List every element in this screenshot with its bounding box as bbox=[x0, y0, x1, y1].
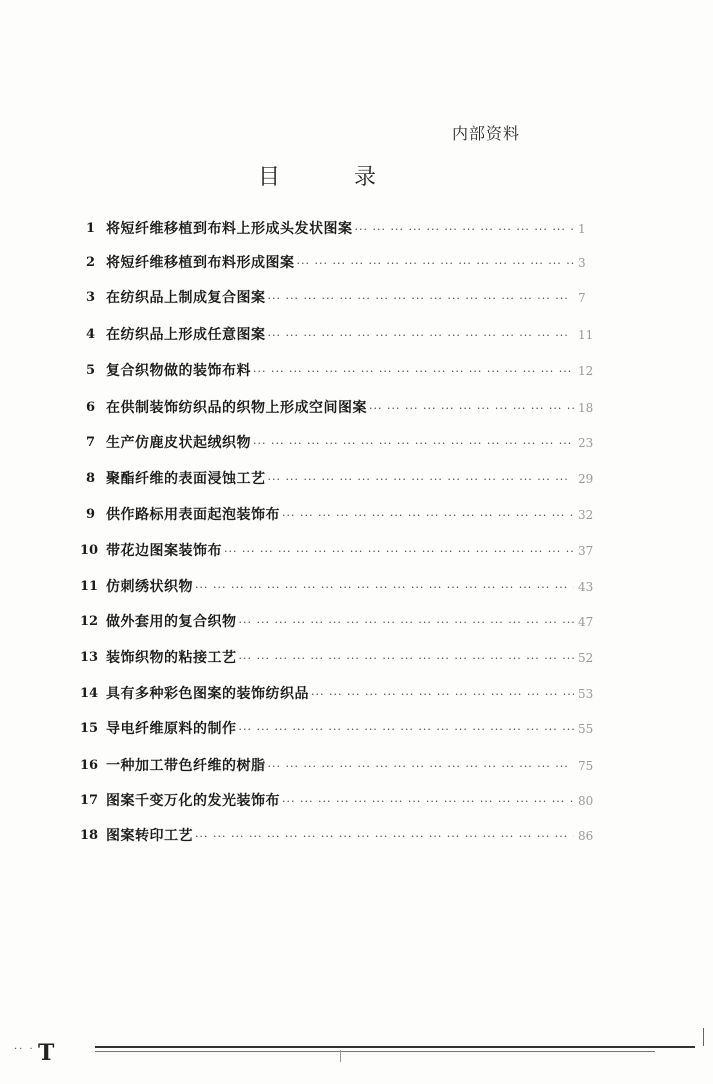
toc-entry-15[interactable] bbox=[80, 716, 600, 742]
toc-entry-title: 仿刺绣状织物 bbox=[106, 579, 193, 595]
toc-entry-title: 复合织物做的装饰布料 bbox=[106, 363, 251, 379]
toc-entry-page: 3 bbox=[578, 256, 586, 270]
toc-entry-page: 43 bbox=[578, 580, 594, 594]
toc-entry-page: 18 bbox=[578, 401, 594, 415]
toc-entry-number: 16 bbox=[80, 758, 99, 773]
toc-leader-dots bbox=[195, 823, 574, 849]
toc-entry-4[interactable] bbox=[80, 322, 600, 348]
toc-entry-5[interactable] bbox=[80, 358, 600, 384]
toc-entry-17[interactable] bbox=[80, 788, 600, 814]
toc-leader-dots bbox=[268, 322, 575, 348]
toc-entry-number: 18 bbox=[80, 828, 99, 843]
toc-entry-title: 图案千变万化的发光装饰布 bbox=[106, 793, 280, 809]
edge-tick-mark bbox=[703, 1028, 704, 1046]
toc-entry-page: 7 bbox=[578, 291, 586, 305]
toc-entry-12[interactable] bbox=[80, 609, 600, 635]
toc-entry-number: 12 bbox=[80, 614, 99, 629]
toc-entry-title: 装饰织物的粘接工艺 bbox=[106, 650, 237, 666]
toc-entry-number: 10 bbox=[80, 543, 99, 558]
title-char-2: 录 bbox=[354, 165, 377, 190]
title-char-1: 目 bbox=[258, 165, 281, 190]
toc-entry-number: 17 bbox=[80, 793, 99, 808]
toc-entry-title: 在供制装饰纺织品的织物上形成空间图案 bbox=[106, 400, 367, 416]
toc-entry-7[interactable] bbox=[80, 430, 600, 456]
toc-leader-dots bbox=[268, 753, 575, 779]
toc-entry-title: 聚酯纤维的表面浸蚀工艺 bbox=[106, 471, 266, 487]
toc-entry-title: 在纺织品上制成复合图案 bbox=[106, 290, 266, 306]
toc-entry-title: 图案转印工艺 bbox=[106, 828, 193, 844]
toc-leader-dots bbox=[239, 609, 575, 635]
toc-leader-dots bbox=[297, 250, 575, 276]
toc-leader-dots bbox=[253, 358, 574, 384]
toc-entry-page: 80 bbox=[578, 794, 594, 808]
toc-entry-number: 5 bbox=[86, 363, 96, 378]
toc-leader-dots bbox=[282, 502, 574, 528]
internal-material-stamp: 内部资料 bbox=[452, 124, 521, 143]
toc-entry-page: 75 bbox=[578, 759, 594, 773]
toc-leader-dots bbox=[268, 466, 575, 492]
toc-entry-page: 11 bbox=[578, 328, 594, 342]
toc-entry-number: 6 bbox=[86, 400, 96, 415]
toc-entry-page: 1 bbox=[578, 222, 586, 236]
toc-leader-dots bbox=[355, 216, 575, 242]
toc-entry-page: 55 bbox=[578, 722, 594, 736]
toc-entry-6[interactable] bbox=[80, 395, 600, 421]
toc-entry-title: 在纺织品上形成任意图案 bbox=[106, 327, 266, 343]
footer-rule-thin bbox=[95, 1051, 655, 1052]
toc-entry-number: 11 bbox=[80, 579, 99, 594]
toc-entry-title: 将短纤维移植到布料上形成头发状图案 bbox=[106, 221, 353, 237]
toc-entry-18[interactable] bbox=[80, 823, 600, 849]
toc-entry-2[interactable] bbox=[80, 250, 600, 276]
toc-entry-page: 86 bbox=[578, 829, 594, 843]
toc-entry-number: 8 bbox=[86, 471, 96, 486]
toc-entry-page: 52 bbox=[578, 651, 594, 665]
toc-entry-10[interactable] bbox=[80, 538, 600, 564]
corner-letter-mark: T bbox=[38, 1040, 55, 1066]
toc-entry-title: 做外套用的复合织物 bbox=[106, 614, 237, 630]
toc-entry-1[interactable] bbox=[80, 216, 600, 242]
toc-leader-dots bbox=[224, 538, 574, 564]
toc-leader-dots bbox=[282, 788, 574, 814]
toc-entry-title: 供作路标用表面起泡装饰布 bbox=[106, 507, 280, 523]
toc-entry-14[interactable] bbox=[80, 681, 600, 707]
footer-rule bbox=[95, 1046, 695, 1048]
toc-entry-number: 3 bbox=[86, 290, 96, 305]
toc-entry-title: 导电纤维原料的制作 bbox=[106, 721, 237, 737]
corner-dots: ·· · bbox=[14, 1044, 35, 1055]
center-tick-mark bbox=[340, 1050, 341, 1062]
toc-leader-dots bbox=[239, 645, 575, 671]
toc-entry-number: 2 bbox=[86, 255, 96, 270]
toc-entry-number: 15 bbox=[80, 721, 99, 736]
toc-entry-number: 4 bbox=[86, 327, 96, 342]
toc-leader-dots bbox=[268, 285, 575, 311]
toc-entry-page: 12 bbox=[578, 364, 594, 378]
toc-entry-8[interactable] bbox=[80, 466, 600, 492]
toc-leader-dots bbox=[195, 574, 574, 600]
toc-entry-page: 23 bbox=[578, 436, 594, 450]
toc-entry-page: 53 bbox=[578, 687, 594, 701]
toc-entry-page: 47 bbox=[578, 615, 594, 629]
toc-entry-number: 13 bbox=[80, 650, 99, 665]
toc-entry-title: 生产仿鹿皮状起绒织物 bbox=[106, 435, 251, 451]
toc-entry-13[interactable] bbox=[80, 645, 600, 671]
toc-entry-title: 具有多种彩色图案的装饰纺织品 bbox=[106, 686, 309, 702]
toc-entry-page: 32 bbox=[578, 508, 594, 522]
toc-leader-dots bbox=[239, 716, 575, 742]
toc-entry-page: 37 bbox=[578, 544, 594, 558]
toc-entry-9[interactable] bbox=[80, 502, 600, 528]
toc-entry-title: 一种加工带色纤维的树脂 bbox=[106, 758, 266, 774]
toc-leader-dots bbox=[253, 430, 574, 456]
toc-entry-number: 1 bbox=[86, 221, 96, 236]
toc-entry-title: 带花边图案装饰布 bbox=[106, 543, 222, 559]
toc-entry-number: 9 bbox=[86, 507, 96, 522]
toc-leader-dots bbox=[311, 681, 574, 707]
toc-entry-number: 7 bbox=[86, 435, 96, 450]
toc-entry-3[interactable] bbox=[80, 285, 600, 311]
toc-entry-16[interactable] bbox=[80, 753, 600, 779]
toc-entry-11[interactable] bbox=[80, 574, 600, 600]
toc-leader-dots bbox=[369, 395, 574, 421]
toc-entry-number: 14 bbox=[80, 686, 99, 701]
toc-entry-page: 29 bbox=[578, 472, 594, 486]
toc-entry-title: 将短纤维移植到布料形成图案 bbox=[106, 255, 295, 271]
